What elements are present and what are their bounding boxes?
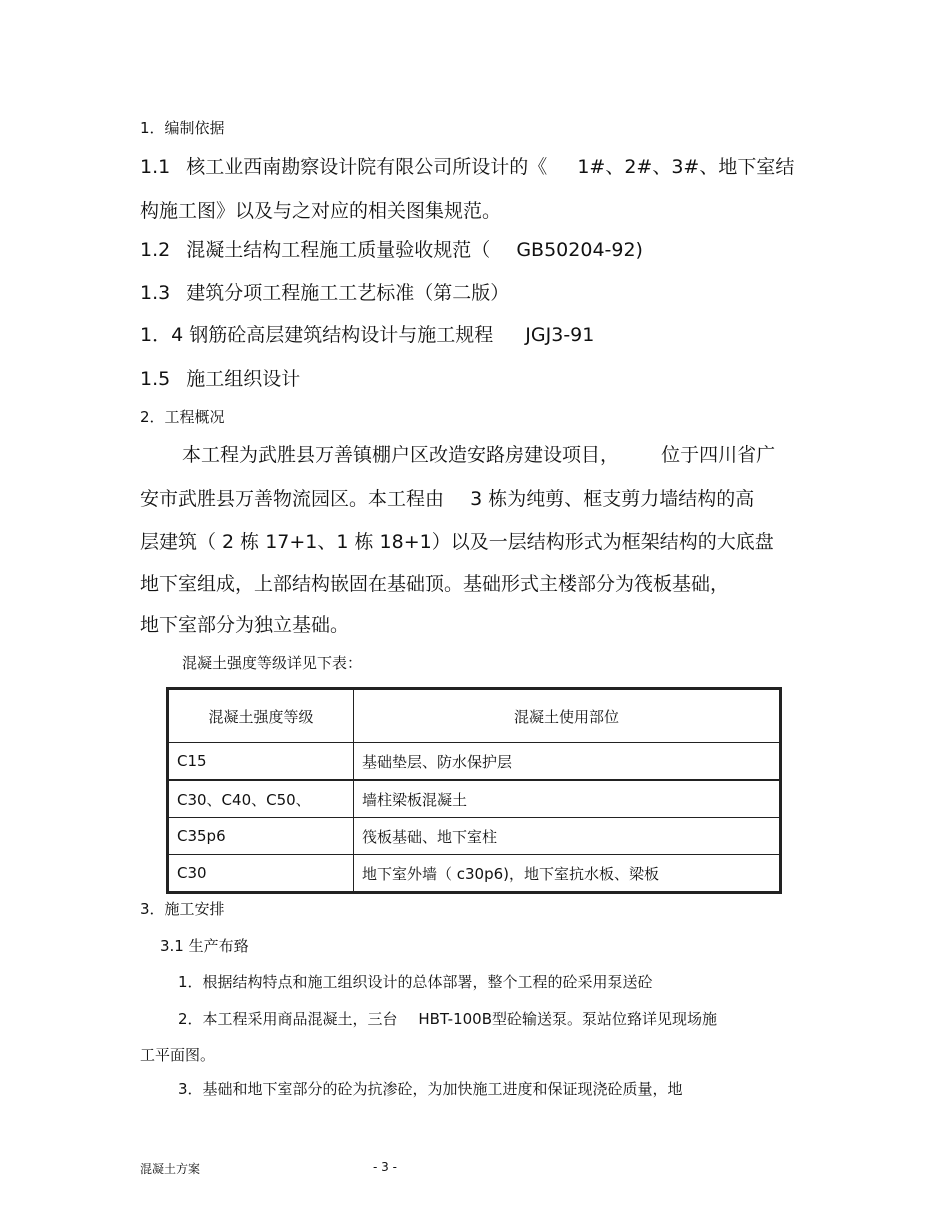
item-number: 1．4 — [140, 324, 184, 346]
table-header-cell: 混凝土使用部位 — [354, 689, 781, 743]
list-item-cont: 工平面图。 — [140, 1046, 216, 1064]
paragraph-text: 本工程为武胜县万善镇棚户区改造安路房建设项目， — [182, 444, 620, 466]
item-number: 1.1 — [140, 156, 171, 178]
sub-heading-3-1: 3.1 生产布臵 — [160, 937, 249, 955]
item-1-3 — [140, 278, 509, 305]
item-1-1 — [140, 152, 794, 179]
paragraph-line: 地下室部分为独立基础。 — [140, 614, 350, 636]
item-text: 核工业西南勘察设计院有限公司所设计的《 — [186, 156, 548, 178]
table-header-cell: 混凝土强度等级 — [168, 689, 354, 743]
table-cell: C15 — [168, 743, 354, 781]
table-caption: 混凝土强度等级详见下表： — [182, 654, 363, 672]
table-cell: C30 — [168, 855, 354, 893]
table-row — [168, 855, 781, 893]
item-number: 1.5 — [140, 368, 171, 390]
footer-page-number: - 3 - — [373, 1160, 397, 1174]
table-row — [168, 743, 781, 781]
table-cell: 基础垫层、防水保护层 — [354, 743, 781, 781]
paragraph-text: 位于四川省广 — [661, 444, 776, 466]
item-1-2 — [140, 235, 643, 262]
table-row — [168, 780, 781, 818]
paragraph-line — [140, 484, 754, 511]
table-cell: 地下室外墙（ c30p6)，地下室抗水板、梁板 — [354, 855, 781, 893]
concrete-grade-table — [166, 687, 782, 894]
item-text: 1#、2#、3#、地下室结 — [577, 156, 795, 178]
item-number: 1.3 — [140, 282, 171, 304]
paragraph-line: 地下室组成，上部结构嵌固在基础顶。基础形式主楼部分为筏板基础， — [140, 573, 730, 595]
table-cell: C30、C40、C50、 — [168, 780, 354, 818]
item-text: 建筑分项工程施工工艺标准（第二版） — [186, 282, 510, 304]
table-header-row — [168, 689, 781, 743]
paragraph-text: 3 栋为纯剪、框支剪力墙结构的高 — [470, 488, 755, 510]
table-cell: C35p6 — [168, 818, 354, 855]
list-item: 1．根据结构特点和施工组织设计的总体部署，整个工程的砼采用泵送砼 — [178, 973, 653, 991]
table-cell: 筏板基础、地下室柱 — [354, 818, 781, 855]
section-heading-2: 2．工程概况 — [140, 408, 225, 426]
item-1-1-cont: 构施工图》以及与之对应的相关图集规范。 — [140, 200, 502, 222]
item-text: 施工组织设计 — [186, 368, 301, 390]
list-item: 3．基础和地下室部分的砼为抗渗砼，为加快施工进度和保证现浇砼质量，地 — [178, 1080, 683, 1098]
paragraph-text: 安市武胜县万善物流园区。本工程由 — [140, 488, 445, 510]
table-cell: 墙柱梁板混凝土 — [354, 780, 781, 818]
section-heading-3: 3．施工安排 — [140, 900, 225, 918]
item-1-4 — [140, 320, 594, 347]
table-row — [168, 818, 781, 855]
list-item — [178, 1008, 717, 1029]
item-number: 1.2 — [140, 239, 171, 261]
item-1-5 — [140, 364, 300, 391]
footer-doc-title: 混凝土方案 — [140, 1162, 201, 1176]
list-item-text: 2．本工程采用商品混凝土，三台 — [178, 1010, 398, 1028]
list-item-text: HBT-100B型砼输送泵。泵站位臵详见现场施 — [418, 1010, 718, 1028]
item-text: 钢筋砼高层建筑结构设计与施工规程 — [189, 324, 494, 346]
paragraph-line — [182, 440, 775, 467]
item-text: JGJ3-91 — [525, 324, 595, 346]
item-text: 混凝土结构工程施工质量验收规范（ — [186, 239, 491, 261]
paragraph-line: 层建筑（ 2 栋 17+1、1 栋 18+1）以及一层结构形式为框架结构的大底盘 — [140, 531, 774, 553]
section-heading-1: 1．编制依据 — [140, 119, 225, 137]
item-text: GB50204-92) — [516, 239, 643, 261]
